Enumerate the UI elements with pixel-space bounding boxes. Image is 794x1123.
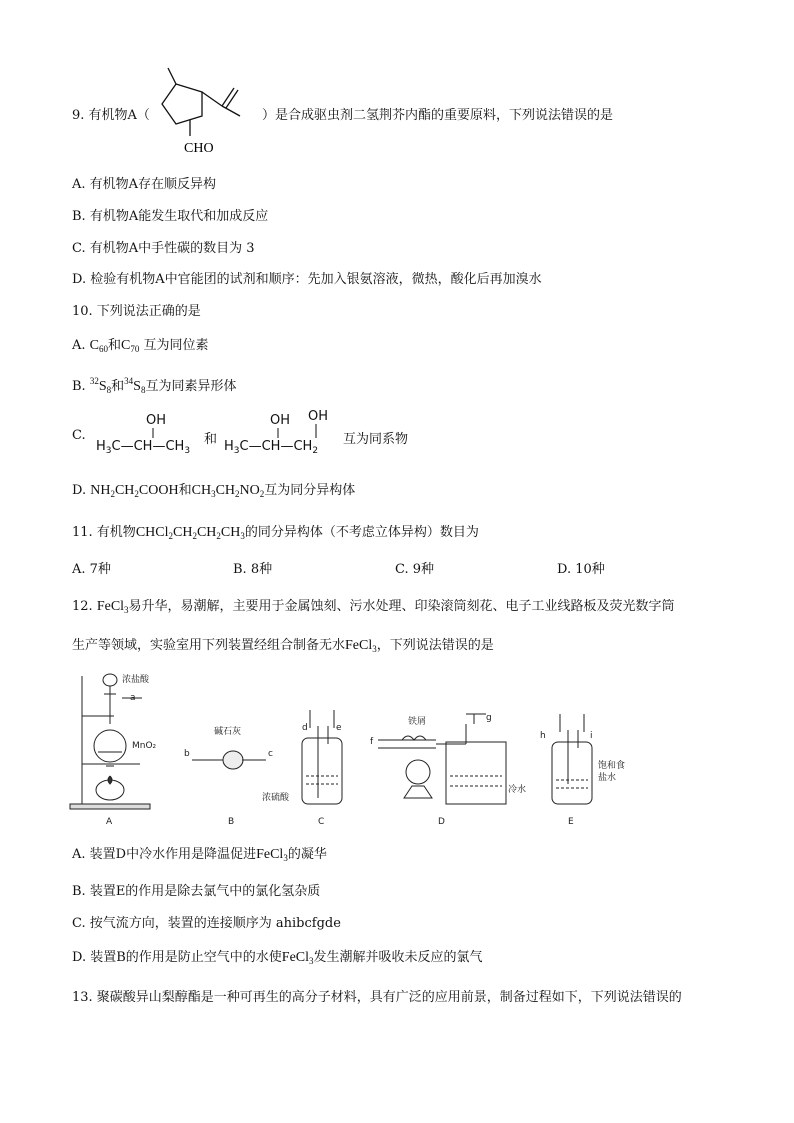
- svg-text:B: B: [228, 817, 235, 827]
- q12-option-a: A. 装置D中冷水作用是降温促进FeCl$_3$的凝华: [72, 847, 327, 863]
- svg-text:a: a: [130, 693, 136, 703]
- svg-text:b: b: [184, 749, 190, 759]
- svg-text:D: D: [438, 817, 445, 827]
- q9-stem: 9. 有机物A（: [72, 108, 150, 123]
- svg-text:A: A: [106, 817, 113, 827]
- svg-text:饱和食: 饱和食: [598, 761, 626, 771]
- svg-text:铁屑: 铁屑: [408, 717, 427, 727]
- cho-label: CHO: [184, 141, 214, 156]
- svg-text:MnO₂: MnO₂: [132, 741, 157, 751]
- svg-text:碱石灰: 碱石灰: [214, 727, 242, 737]
- q9-stem-tail: ）是合成驱虫剂二氢荆芥内酯的重要原料，下列说法错误的是: [262, 108, 614, 123]
- q10-option-c-prefix: C.: [72, 428, 86, 443]
- q12-stem-line1: 12. FeCl$_3$易升华，易潮解，主要用于金属蚀刻、污水处理、印染滚筒刻花、电子工业线路板及荧光数字筒: [72, 599, 675, 615]
- q9-option-a: A. 有机物A存在顺反异构: [72, 177, 217, 192]
- svg-text:c: c: [268, 749, 273, 759]
- svg-text:浓盐酸: 浓盐酸: [122, 675, 150, 685]
- q12-stem-line2: 生产等领域，实验室用下列装置经组合制备无水FeCl$_3$，下列说法错误的是: [72, 638, 494, 654]
- svg-text:冷水: 冷水: [508, 785, 527, 795]
- q10-stem: 10. 下列说法正确的是: [72, 304, 201, 319]
- svg-text:g: g: [486, 713, 492, 723]
- svg-text:盐水: 盐水: [598, 773, 617, 783]
- q9-option-d: D. 检验有机物A中官能团的试剂和顺序：先加入银氨溶液，微热，酸化后再加溴水: [72, 272, 542, 287]
- q12-option-d: D. 装置B的作用是防止空气中的水使FeCl$_3$发生潮解并吸收未反应的氯气: [72, 950, 483, 966]
- q12-option-b: B. 装置E的作用是除去氯气中的氯化氢杂质: [72, 884, 321, 899]
- svg-text:OH: OH: [270, 413, 291, 428]
- q10-option-d: D. $NH_2CH_2COOH$和$CH_3CH_2NO_2$互为同分异构体: [72, 483, 356, 499]
- q10-option-b: B. $^{32}S_8$和$^{34}S_8$互为同素异形体: [72, 376, 237, 395]
- q9-option-b: B. 有机物A能发生取代和加成反应: [72, 209, 269, 224]
- apparatus-figure: [66, 664, 666, 832]
- q12-option-c: C. 按气流方向，装置的连接顺序为 ahibcfgde: [72, 916, 341, 931]
- q9-option-c: C. 有机物A中手性碳的数目为 3: [72, 241, 255, 256]
- q11-option-c: C. 9种: [395, 562, 435, 577]
- svg-text:OH: OH: [146, 413, 167, 428]
- q11-option-a: A. 7种: [72, 562, 111, 577]
- svg-text:H3C—CH—CH2: $H_3C—CH—CH_2$: [224, 439, 319, 456]
- q10-option-a: A. $C_{60}$和$C_{70}$ 互为同位素: [72, 338, 209, 354]
- compound-a-structure: [150, 60, 260, 160]
- svg-text:E: E: [568, 817, 574, 827]
- svg-text:d: d: [302, 723, 308, 733]
- svg-text:H3C—CH—CH3: $H_3C—CH—CH_3$: [96, 439, 191, 456]
- svg-text:i: i: [590, 731, 593, 741]
- svg-text:C: C: [318, 817, 325, 827]
- svg-text:e: e: [336, 723, 342, 733]
- q13-stem: 13. 聚碳酸异山梨醇酯是一种可再生的高分子材料，具有广泛的应用前景，制备过程如下，下列说法错误的: [72, 990, 682, 1005]
- q11-option-b: B. 8种: [233, 562, 273, 577]
- q11-option-d: D. 10种: [557, 562, 605, 577]
- q11-stem: 11. 有机物$CHCl_2CH_2CH_2CH_3$的同分异构体（不考虑立体异构）数目为: [72, 525, 479, 541]
- svg-text:h: h: [540, 731, 546, 741]
- svg-text:f: f: [370, 737, 374, 747]
- q10-c-text: 互为同系物: [343, 432, 409, 447]
- svg-text:OH: OH: [308, 409, 329, 424]
- q10-c-and: 和: [204, 432, 218, 447]
- svg-text:浓硫酸: 浓硫酸: [262, 793, 290, 803]
